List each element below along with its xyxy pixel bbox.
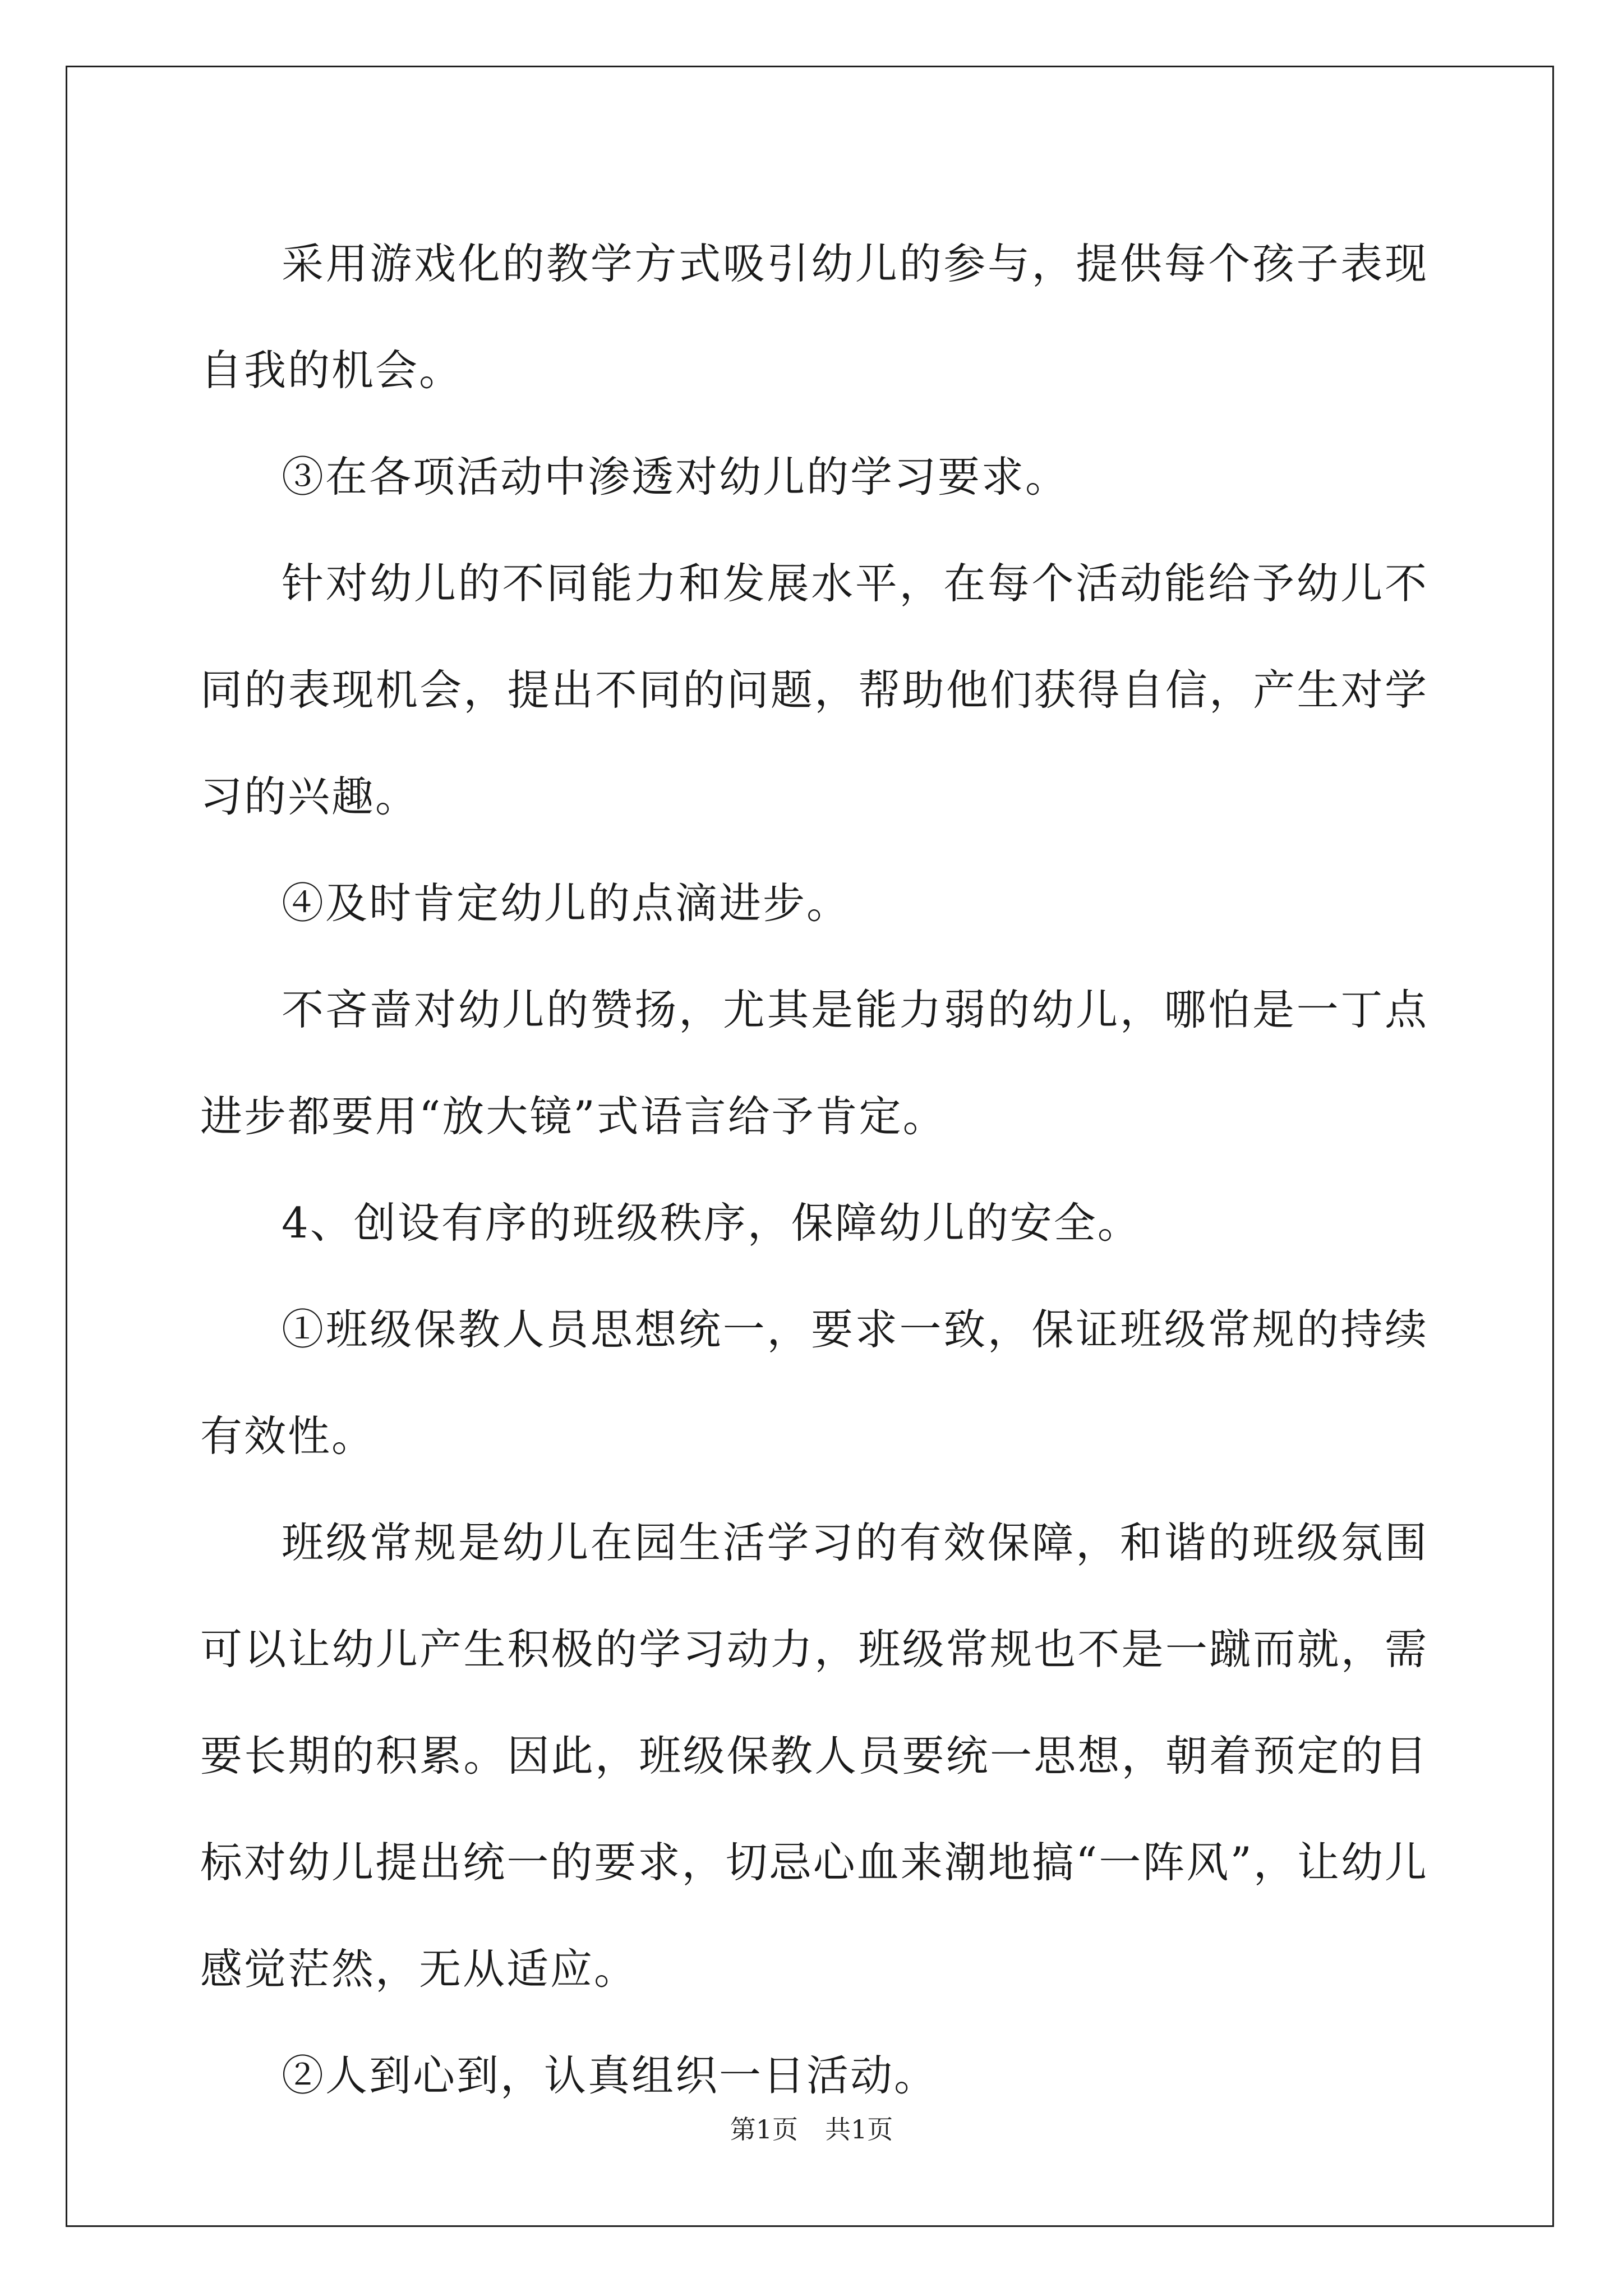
document-body <box>200 210 1428 2129</box>
page-footer <box>0 2109 1623 2146</box>
paragraph: ③在各项活动中渗透对幼儿的学习要求。 <box>282 452 1069 501</box>
paragraph: 班级常规是幼儿在园生活学习的有效保障，和谐的班级氛围可以让幼儿产生积极的学习动力，班级常规也不是一蹴而就，需要长期的积累。因此，班级保教人员要统一思想，朝着预定的目标对幼儿提出统一的要求，切忌心血来潮地搞“一阵风”，让幼儿感觉茫然，无从适应。 <box>200 1518 1428 1994</box>
paragraph: ②人到心到，认真组织一日活动。 <box>282 2051 938 2100</box>
paragraph: 不吝啬对幼儿的赞扬，尤其是能力弱的幼儿，哪怕是一丁点进步都要用“放大镜”式语言给予肯定。 <box>200 985 1428 1141</box>
paragraph: ④及时肯定幼儿的点滴进步。 <box>282 878 851 928</box>
page-total: 共1页 <box>825 2114 893 2145</box>
paragraph: ①班级保教人员思想统一，要求一致，保证班级常规的持续有效性。 <box>200 1305 1428 1461</box>
paragraph: 4、创设有序的班级秩序，保障幼儿的安全。 <box>282 1198 1141 1248</box>
paragraph: 采用游戏化的教学方式吸引幼儿的参与，提供每个孩子表现自我的机会。 <box>200 239 1428 395</box>
page-number: 第1页 <box>730 2114 798 2145</box>
paragraph: 针对幼儿的不同能力和发展水平，在每个活动能给予幼儿不同的表现机会，提出不同的问题，帮助他们获得自信，产生对学习的兴趣。 <box>200 559 1428 821</box>
